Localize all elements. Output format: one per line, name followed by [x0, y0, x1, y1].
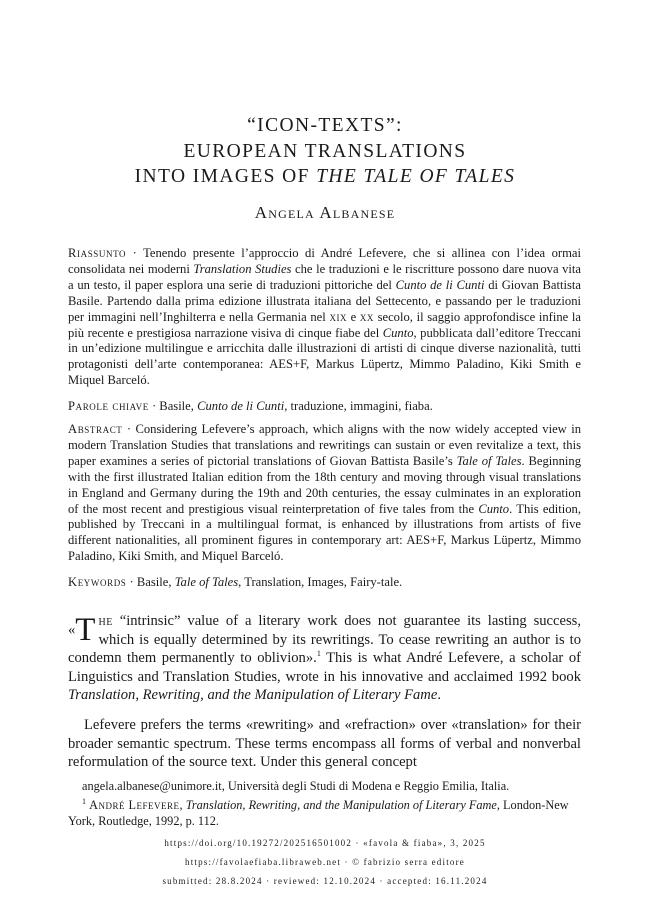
author-name: Angela Albanese	[254, 203, 396, 222]
riassunto-section	[68, 246, 581, 389]
keywords-italic: Tale of Tales	[174, 575, 239, 589]
riassunto-italic: Cunto	[382, 325, 414, 340]
riassunto-smallcaps: xix	[329, 309, 347, 324]
footnote-number: 1	[82, 796, 86, 806]
riassunto-italic: Cunto de li Cunti	[395, 277, 485, 292]
footnote-author: André Lefevere	[89, 798, 180, 812]
footnote-text: ,	[179, 798, 186, 812]
abstract-text: . Beginning with the first illustrated Italian edition from the 18th century and moving through visual translations in England and Germany during the 19th and 20th centuries, the essay culminates in an exploration of the most recent and prestigious visual reinterpretation of five tales from the	[68, 453, 581, 516]
abstract-italic: Cunto	[478, 501, 510, 516]
footnote-text: , London-New York, Routledge, 1992, p. 112.	[68, 798, 569, 828]
title-text: INTO IMAGES OF	[134, 166, 317, 187]
submission-dates: submitted: 28.8.2024 · reviewed: 12.10.2024 · accepted: 16.11.2024	[162, 876, 488, 886]
abstract-section	[68, 422, 581, 565]
parole-italic: Cunto de li Cunti	[197, 399, 285, 413]
parole-text: Basile,	[159, 399, 198, 413]
paragraph-text: This is what André Lefevere, a scholar of Linguistics and Translation Studies, wrote in his innovative and acclaimed 1992 book	[68, 650, 582, 685]
doi-line: https://doi.org/10.19272/202516501002 · «favola & fiaba», 3, 2025	[164, 838, 486, 848]
drop-cap-letter: T	[75, 612, 96, 648]
title-italic: THE TALE OF TALES	[316, 166, 516, 187]
author-affiliation: angela.albanese@unimore.it, Università degli Studi di Modena e Reggio Emilia, Italia.	[82, 779, 510, 793]
riassunto-text: di Giovan Battista Basile. Partendo dalla prima edizione illustrata italiana del Settecento, e passando per le traduzioni per immagini nell’Inghilterra e nella Germania nel	[68, 277, 581, 324]
abstract-italic: Tale of Tales	[456, 453, 522, 468]
paragraph-text: .	[437, 687, 441, 704]
abstract-text: Considering Lefevere’s approach, which aligns with the now widely accepted view in modern Translation Studies that translations and rewritings can sustain or even revitalize a text, this paper examines a series of pictorial translations of Giovan Battista Basile’s	[68, 422, 581, 468]
article-title-line-1: “ICON-TEXTS”:	[247, 115, 403, 136]
keywords-text: , Translation, Images, Fairy-tale.	[238, 575, 403, 589]
separator: ·	[122, 422, 136, 436]
publisher-line: https://favolaefiaba.libraweb.net · © fabrizio serra editore	[185, 857, 465, 867]
article-title-line-2: EUROPEAN TRANSLATIONS	[183, 141, 467, 162]
book-title: Translation, Rewriting, and the Manipulation of Literary Fame	[68, 687, 438, 704]
parole-chiave-label: Parole chiave	[68, 399, 149, 413]
separator: ·	[148, 399, 160, 413]
keywords-section	[68, 575, 581, 591]
riassunto-text: e	[346, 309, 360, 324]
footnote-reference[interactable]: 1	[316, 649, 321, 659]
abstract-text: . This edition, published by Treccani in a multilingual format, is enhanced by illustrations from artists of five different nationalities, all prominent figures in contemporary art: AES+F, Markus Lüpertz, Mimmo Paladino, Kiki Smith, and Miquel Barceló.	[68, 501, 582, 564]
drop-cap	[68, 612, 96, 648]
riassunto-label: Riassunto	[68, 246, 127, 260]
body-paragraph-1	[68, 612, 581, 705]
riassunto-text: , pubblicata dall’editore Treccani in un’edizione multilingue e arricchita dalle illustrazioni di artisti di cinque diverse nazionalità, tutti protagonisti dell’arte contemporanea: AES+F, Markus Lüpertz, Mimmo Paladino, Kiki Smith e Miquel Barceló.	[68, 325, 582, 388]
riassunto-text: secolo, il saggio approfondisce infine la più recente e prestigiosa narrazione visiva di cinque fiabe del	[68, 309, 581, 340]
parole-chiave-section	[68, 399, 581, 415]
opening-quote: «	[68, 622, 76, 638]
keywords-text: Basile,	[136, 575, 175, 589]
riassunto-italic: Translation Studies	[193, 261, 292, 276]
keywords-label: Keywords	[68, 575, 127, 589]
riassunto-text: che le traduzioni e le riscritture possono dare nuova vita a un testo, il paper esplora una serie di traduzioni pittoriche del	[68, 261, 582, 292]
paragraph-text: “intrinsic” value of a literary work does not guarantee its lasting success, which is equally determined by its rewritings. To cease rewriting an author is to condemn them permanently to oblivion».	[68, 613, 581, 667]
paragraph-smallcaps: he	[98, 613, 113, 629]
footnote-book-title: Translation, Rewriting, and the Manipulation of Literary Fame	[185, 798, 497, 812]
abstract-label: Abstract	[68, 422, 123, 436]
separator: ·	[126, 246, 144, 260]
riassunto-smallcaps: xx	[359, 309, 374, 324]
parole-text: , traduzione, immagini, fiaba.	[284, 399, 433, 413]
separator: ·	[126, 575, 137, 589]
riassunto-text: Tenendo presente l’approccio di André Lefevere, che si allinea con l’idea ormai consolidata nei moderni	[68, 246, 582, 276]
body-paragraph-2: Lefevere prefers the terms «rewriting» and «refraction» over «translation» for their broader semantic spectrum. These terms encompass all forms of verbal and nonverbal reformulation of the source text. Under this general concept	[68, 717, 581, 771]
article-title-line-3	[0, 165, 650, 189]
footnote-1	[68, 798, 581, 829]
